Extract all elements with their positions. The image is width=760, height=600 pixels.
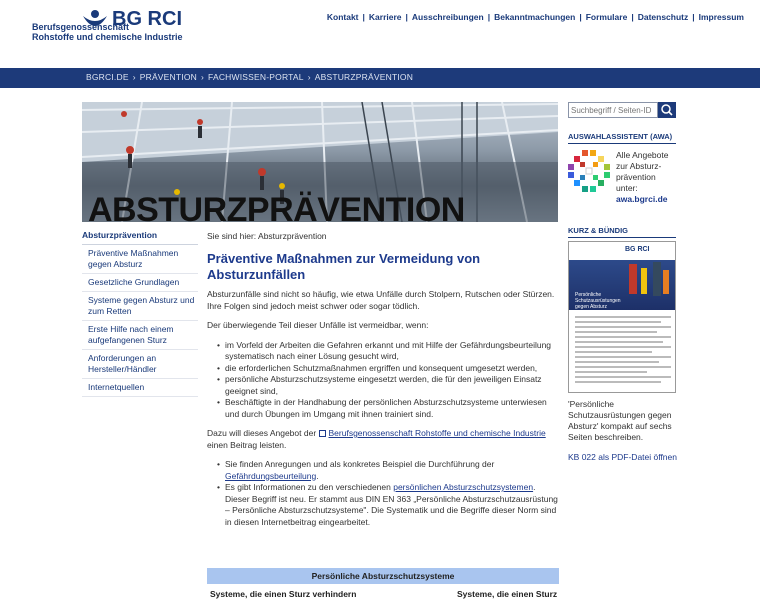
logo-sub-line-1: Berufsgenossenschaft: [32, 22, 130, 32]
logo-title: BG RCI: [112, 8, 182, 30]
topnav-datenschutz[interactable]: Datenschutz: [637, 12, 689, 22]
awa-description: Alle Angebote zur Absturz-prävention unter:: [616, 150, 669, 193]
topnav-karriere[interactable]: Karriere: [368, 12, 402, 22]
topnav-separator: |: [692, 12, 695, 22]
list-item: [217, 482, 559, 528]
leftnav-item-praeventive[interactable]: Präventive Maßnahmen gegen Absturz: [82, 245, 198, 274]
brochure-header: [569, 242, 676, 260]
leftnav-item-erste-hilfe[interactable]: Erste Hilfe nach einem aufgefangenen Sturz: [82, 321, 198, 350]
brochure-title: Persönliche Schutzausrüstungen gegen Absturz: [575, 292, 621, 310]
leftnav-item-anforderungen[interactable]: Anforderungen an Hersteller/Händler: [82, 350, 198, 379]
list-item: [217, 459, 559, 482]
absturzschutzsysteme-link[interactable]: persönlichen Absturzschutzsystemen: [393, 482, 534, 492]
offer-text: Dazu will dieses Angebot der: [207, 428, 319, 438]
breadcrumb-home[interactable]: BGRCI.DE: [86, 72, 129, 82]
list-item: • die erforderlichen Schutzmaßnahmen ergriffen und konsequent umgesetzt werden,: [217, 363, 559, 375]
topnav-ausschreibungen[interactable]: Ausschreibungen: [411, 12, 484, 22]
gefaehrdungsbeurteilung-link[interactable]: Gefährdungsbeurteilung: [225, 470, 317, 481]
brochure-logo: BG RCI: [625, 246, 650, 253]
list-item: • im Vorfeld der Arbeiten die Gefahren erkannt und mit Hilfe der Gefährdungsbeurteilung systematisch nach einer Lösung gesucht wird,: [217, 340, 559, 363]
brochure-cover-band: [569, 260, 676, 310]
topnav-bekanntmachungen[interactable]: Bekanntmachungen: [494, 12, 576, 22]
list-text: .: [316, 470, 319, 481]
topnav-separator: |: [487, 12, 491, 22]
offer-paragraph: [207, 428, 559, 451]
leftnav-heading[interactable]: Absturzprävention: [82, 228, 198, 245]
search-box: [568, 102, 678, 118]
top-navigation: [327, 12, 744, 22]
condition-paragraph: Der überwiegende Teil dieser Unfälle ist vermeidbar, wenn:: [207, 320, 429, 330]
awa-link[interactable]: awa.bgrci.de: [616, 194, 668, 204]
topnav-kontakt[interactable]: Kontakt: [326, 12, 359, 22]
list-text: Es gibt Informationen zu den verschiedenen: [225, 482, 394, 492]
topnav-formulare[interactable]: Formulare: [585, 12, 628, 22]
list-text: Sie finden Anregungen und als konkretes Beispiel die Durchführung der: [225, 459, 495, 469]
page-title: Präventive Maßnahmen zur Vermeidung von Absturzunfällen: [207, 251, 481, 282]
leftnav-item-gesetzliche[interactable]: Gesetzliche Grundlagen: [82, 274, 198, 292]
breadcrumb-current[interactable]: ABSTURZPRÄVENTION: [314, 72, 414, 82]
search-input[interactable]: [568, 102, 658, 118]
condition-list: [217, 340, 559, 421]
main-content: [207, 231, 559, 536]
brochure-thumbnail[interactable]: [568, 241, 676, 393]
breadcrumb-praevention[interactable]: PRÄVENTION: [139, 72, 197, 82]
you-are-here: Sie sind hier: Absturzprävention: [207, 231, 327, 241]
brochure-text-lines: [575, 316, 671, 386]
offer-list: [217, 459, 559, 528]
table-column-left: Systeme, die einen Sturz verhindern: [210, 589, 357, 599]
intro-paragraph: Absturzunfälle sind nicht so häufig, wie etwa Unfälle durch Stolpern, Rutschen oder Stürzen. Ihre Folgen sind jedoch meist schwer oder sogar tödlich.: [207, 289, 555, 311]
list-text: . Dieser Begriff ist neu. Er stammt aus DIN EN 363 „Persönliche Absturzschutzausrüstung – Persönliche Absturzschutzsysteme". Die Systematik und die Begriffe dieser Norm sind in diesen Internetbeitrag eingearbeitet.: [225, 482, 558, 527]
bgrci-link[interactable]: Berufsgenossenschaft Rohstoffe und chemische Industrie: [328, 428, 546, 438]
pdf-link[interactable]: KB 022 als PDF-Datei öffnen: [568, 452, 677, 462]
list-item: • persönliche Absturzschutzsysteme eingesetzt werden, die für den jeweiligen Einsatz geeignet sind,: [217, 374, 559, 397]
kurz-heading: KURZ & BÜNDIG: [568, 226, 676, 238]
awa-heading: AUSWAHLASSISTENT (AWA): [568, 132, 676, 144]
search-icon: [658, 102, 676, 118]
logo-sub-line-2: Rohstoffe und chemische Industrie: [32, 32, 183, 42]
left-navigation: [82, 228, 198, 397]
hero-title: ABSTURZPRÄVENTION: [88, 191, 465, 229]
topnav-separator: |: [631, 12, 634, 22]
breadcrumb-separator: ›: [307, 72, 311, 82]
topnav-separator: |: [362, 12, 365, 22]
search-button[interactable]: [658, 102, 676, 118]
awa-mosaic-icon[interactable]: [568, 150, 610, 192]
topnav-separator: |: [579, 12, 582, 22]
breadcrumb-separator: ›: [201, 72, 205, 82]
breadcrumb: [86, 72, 413, 82]
leftnav-item-systeme[interactable]: Systeme gegen Absturz und zum Retten: [82, 292, 198, 321]
list-item: • Beschäftigte in der Handhabung der persönlichen Absturzschutzsysteme unterwiesen und durch Übungen im Umgang mit ihnen trainiert sind.: [217, 397, 559, 420]
table-header: Persönliche Absturzschutzsysteme: [207, 568, 559, 584]
breadcrumb-separator: ›: [132, 72, 136, 82]
offer-text-end: einen Beitrag leisten.: [207, 439, 287, 450]
awa-text: [616, 150, 678, 205]
table-column-right: Systeme, die einen Sturz: [457, 589, 558, 599]
brochure-description: 'Persönliche Schutzausrüstungen gegen Absturz' kompakt auf sechs Seiten beschreiben.: [568, 399, 672, 442]
topnav-impressum[interactable]: Impressum: [698, 12, 744, 22]
logo-subtitle: [32, 22, 232, 42]
leftnav-item-internetquellen[interactable]: Internetquellen: [82, 379, 198, 397]
breadcrumb-fachwissen[interactable]: FACHWISSEN-PORTAL: [208, 72, 304, 82]
topnav-separator: |: [405, 12, 408, 22]
external-link-icon: [319, 430, 326, 437]
